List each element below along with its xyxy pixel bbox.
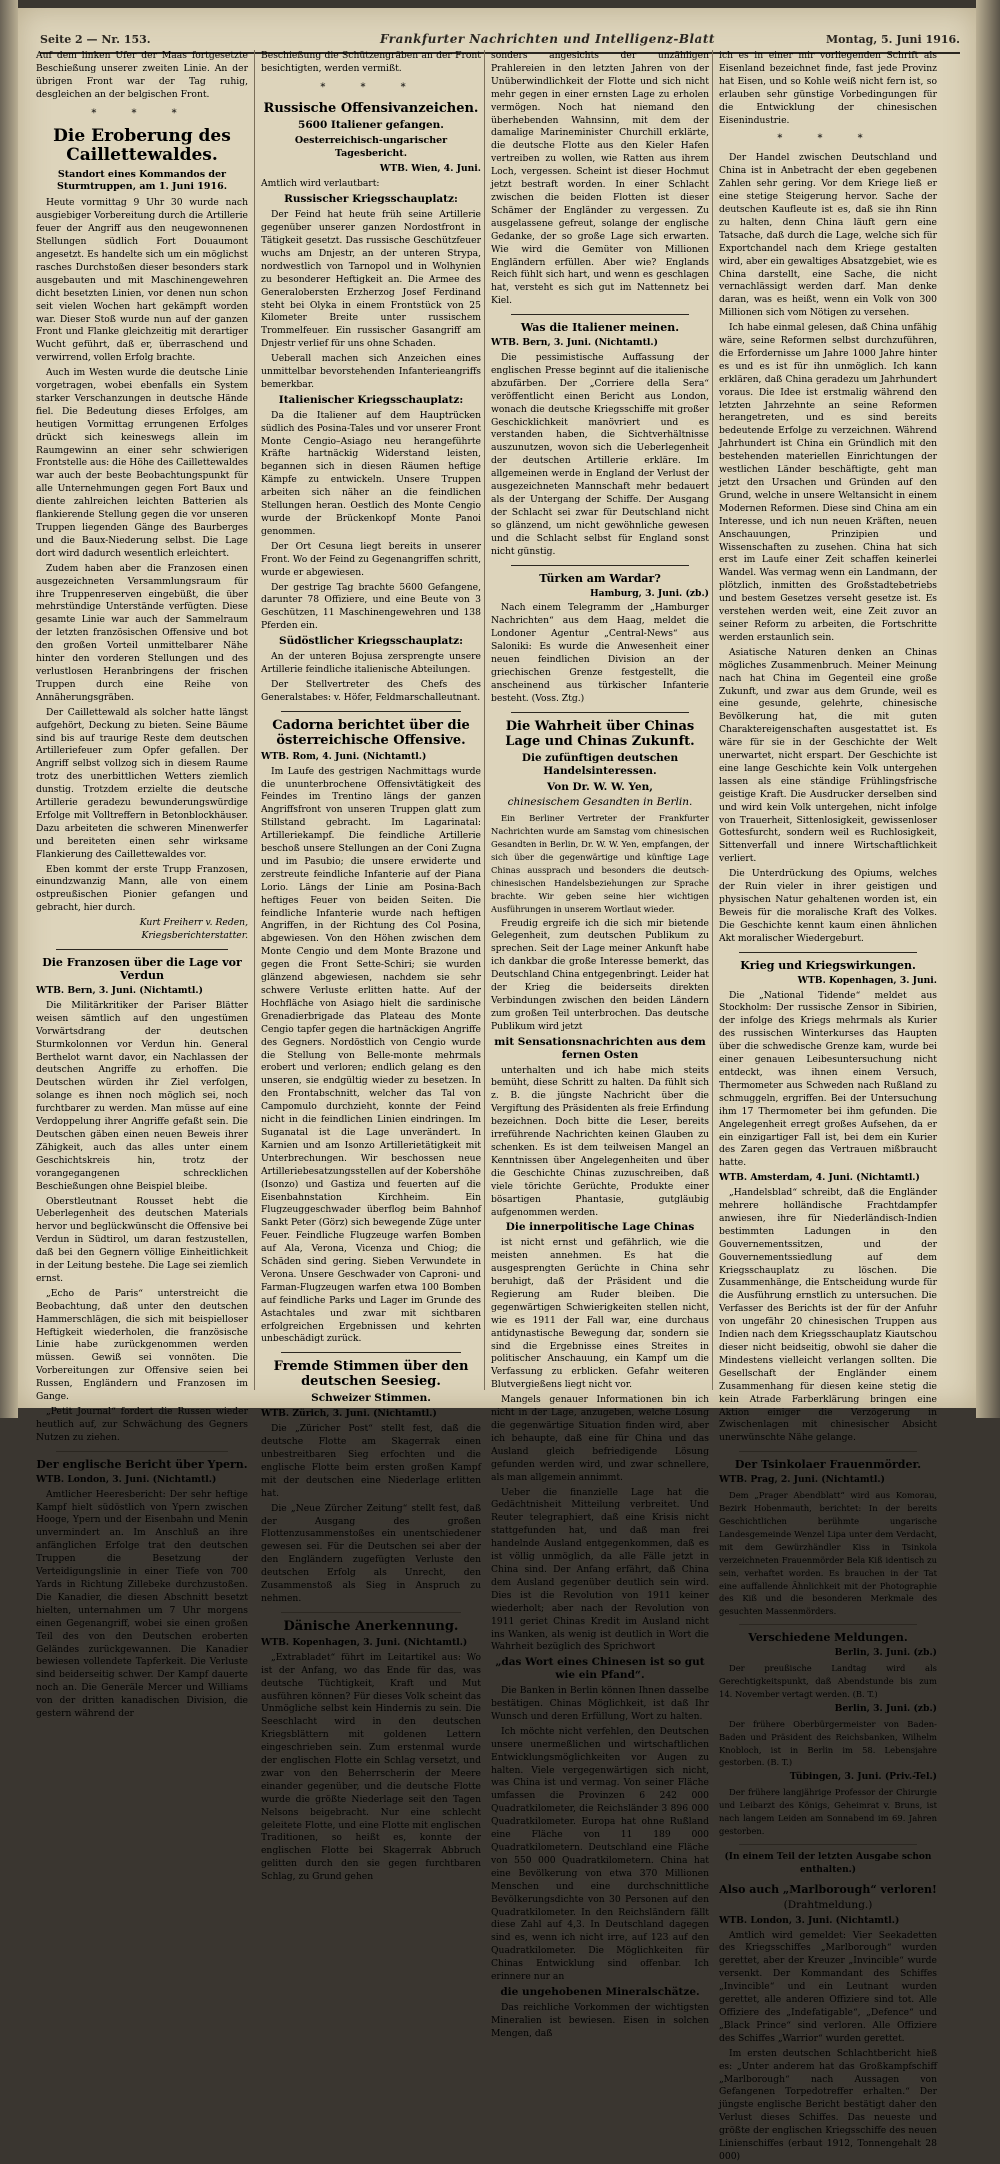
intro-text: Auf dem linken Ufer der Maas fortgesetzte Beschießung unserer zweiten Linie. An der übrigen Front war der Tag ruhig, desgleichen an der belgischen Front. [36, 50, 248, 100]
dateline: WTB. London, 3. Juni. (Nichtamtl.) [36, 1473, 217, 1485]
paragraph: Zudem haben aber die Franzosen einen ausgezeichneten Versammlungsraum für ihre Truppenreserven eingebüßt, die über mehrstündige Unterstände verfügten. Diese gesamte Linie war auch der Sammelraum der letzten französischen Offensive und bot den großen Vorteil unmittelbarer Nähe hinter den vorderen Stellungen und des verlustlosen Heranbringens der frischen Truppen durch eine Reihe von Annäherungsgräben. [36, 562, 248, 703]
dateline: WTB. Rom, 4. Juni. (Nichtamtl.) [261, 750, 427, 762]
section-heading: die ungehobenen Mineralschätze. [500, 1985, 700, 1998]
paragraph: Die Unterdrückung des Opiums, welches der Ruin vieler in ihrer geistigen und physischen Natur gehaltenen worden ist, ein Beweis für die moralische Kraft des Volkes. Die Geschichte kennt kaum einen ähnlichen Akt moralischer Wiedergeburt. [719, 868, 937, 944]
section-heading: Die innerpolitische Lage Chinas [505, 1221, 695, 1234]
divider [739, 1624, 917, 1625]
paragraph: Ueber die finanzielle Lage hat die Gedächtnisheit Mitteilung verbreitet. Und Reuter telegraphiert, daß eine Krisis nicht stattgefunden hat, und daß man frei handelnde Ausland entgegenkommen, daß es ist völlig unmöglich, da alle Fälle jetzt in China sind. Der Anfang erfährt, daß China dem Ausland gegenüber deutlich sein wird. Dies ist die Revolution von 1911 keiner wiederholt; aber nach der Revolution von 1911 geriet Chinas Kredit im Ausland nicht ins Wanken, als wenig ist deutlich in Wort die Wahrheit bezüglich des Sprichwort [491, 1486, 709, 1653]
paragraph: „Extrabladet“ führt im Leitartikel aus: Wo ist der Anfang, wo das Ende für das, was deutsche Tüchtigkeit, Kraft und Mut ausführen können? Für dieses Volk scheint das Unmögliche selbst kein Hindernis zu sein. Die Seeschlacht wird in den deutschen Kriegsblättern mit goldenen Lettern eingeschrieben sein. Zum erstenmal wurde der englischen Flotte ein Schlag versetzt, und zwar von den Beherrscherin der Meere einander gegenüber, und die deutsche Flotte wurde die größte Niederlage seit den Tagen Nelsons beigebracht. Nur eine schlecht geleitete Flotte, und eine Flotte mit englischen Traditionen, so heißt es, konnte der englischen Flotte bei Skagerrak Abbruch gelitten durch den sie gegen furchtbaren Schlag, zu Grund gehen [261, 1651, 481, 1883]
paragraph: Der Handel zwischen Deutschland und China ist in Anbetracht der eben gegebenen Zahlen sehr gering. Vor dem Kriege ließ er eine stetige Steigerung hervor. Sache der deutschen Kaufleute ist es, daß sie ihn Rinn zu halten, denn China läuft gern eine Tatsache, daß durch die Lage, welche sich für Exportchandel nach dem Kriege gestalten wird, aber ein gewaltiges Absatzgebiet, wie es China darstellt, eine Sache, die nicht vernachlässigt werden darf. Man denke daran, was es heißt, wenn ein Volk von 300 Millionen sich vom Nötigen zu versehen. [719, 152, 937, 319]
dateline: WTB. Kopenhagen, 3. Juni. [797, 974, 937, 986]
paragraph: Eben kommt der erste Trupp Franzosen, einundzwanzig Mann, alle von einem ostpreußischen Pionier gefangen und gebracht, hier durch. [36, 863, 248, 914]
paragraph: Ueberall machen sich Anzeichen eines unmittelbar bevorstehenden Infanterieangriffs bemerkbar. [261, 353, 481, 390]
paragraph: An der unteren Bojusa zersprengte unsere Artillerie feindliche italienische Abteilungen. [261, 651, 481, 675]
article-title: Die Eroberung des Caillettewaldes. [53, 125, 231, 165]
paragraph: Amtlich wird gemeldet: Vier Seekadetten des Kriegsschiffes „Marlborough“ wurden gerettet, aber der Kreuzer „Invincible“ wurde versenkt. Der Kommandant des Schiffes „Invincible“ und ein Leutnant wurden gerettet, alle anderen Offiziere sind tot. Alle Offiziere des „Indefatigable“, „Defence“ und „Black Prince“ sind verloren. Alle Offiziere des Schiffes „Warrior“ wurden gerettet. [719, 1929, 937, 2044]
byline: Von Dr. W. W. Yen, [547, 780, 653, 793]
byline-role: chinesischem Gesandten in Berlin. [507, 796, 693, 809]
paragraph: Der frühere langjährige Professor der Chirurgie und Leibarzt des Königs, Geheimrat v. Bruns, ist nach langem Leiden am Sonnabend im 69. Jahren gestorben. [719, 1787, 937, 1836]
divider [511, 314, 689, 315]
paragraph: Die pessimistische Auffassung der englischen Presse beginnt auf die italienische abzufärben. Der „Corriere della Sera“ veröffentlicht einen Bericht aus London, wonach die deutsche Kriegsschiffe mit großer Geschicklichkeit manövriert und es verstanden haben, die Sichtverhältnisse auszunutzen, wovon sich die Ueberlegenheit der deutschen Artillerie erkläre. Im allgemeinen werde in England der Verlust der ausgezeichneten Mannschaft mehr bedauert als der Untergang der Schiffe. Der Ausgang der Schlacht sei zwar für Deutschland nicht so glänzend, um nicht gewöhnliche gewesen und die Schlacht selbst für England sonst nicht günstig. [491, 352, 709, 557]
paragraph: Die Banken in Berlin können Ihnen dasselbe bestätigen. Chinas Möglichkeit, ist daß Ihr Wunsch und deren Erfüllung, Wort zu halten. [491, 1685, 709, 1722]
author-role: Kriegsberichterstatter. [141, 930, 248, 942]
dateline: WTB. Amsterdam, 4. Juni. (Nichtamtl.) [719, 1172, 920, 1184]
separator-stars: * * * [91, 107, 193, 119]
paragraph: sonders angesichts der unzähligen Prahlereien in den letzten Jahren von der Unüberwindlichkeit der Flotte und sich nicht mehr gegen in einer ernsten Lage zu erholen vermögen. Noch hat niemand den überhebenden Wahnsinn, mit dem der damalige Marineminister Churchill erklärte, die deutsche Flotte aus den Kieler Hafen vertreiben zu wollen, wie Ratten aus ihrem Loch, vergessen. Scheint ist dieser Hochmut jetzt bestraft worden. In einer Schlacht zwischen die beiden Flotten ist dieser Schämer der Engländer zu vergessen. Zu ausgelassene gefreut, solange der englische Gedanke, der so große Lage sich erwarten. Wie wird die Gemüter von Millionen Engländern erfüllen. Aber wie? Englands Reich fühlt sich hart, und wenn es geschlagen hat, versteht es sich gut im Nattennetz bei Kiel. [491, 50, 709, 307]
lead-paragraph: Ein Berliner Vertreter der Frankfurter Nachrichten wurde am Samstag vom chinesischen Gesandten in Berlin, Dr. W. W. Yen, empfangen, der sich über die gegenwärtige und künftige Lage Chinas aussprach und besonders die deutsch-chinesischen Handelsbeziehungen zur Sprache brachte. Wir geben seine hier wichtigen Ausführungen in unserem Wortlaut wieder. [491, 813, 709, 914]
divider [281, 1612, 461, 1613]
article-subtitle: Oesterreichisch-ungarischer Tagesbericht. [294, 134, 448, 159]
paragraph: Mangels genauer Informationen bin ich nicht in der Lage, anzugeben, welche Lösung die gegenwärtige Situation finden wird, aber ich behaupte, daß eine für China und das Ausland gleich befriedigende Lösung gefunden werden wird, und zwar schnellere, als man allgemein annimmt. [491, 1394, 709, 1483]
section-heading: Russischer Kriegsschauplatz: [284, 193, 458, 206]
paragraph: Die „Neue Zürcher Zeitung“ stellt fest, daß der Ausgang des großen Flottenzusammenstoßes ein unentschiedener gewesen sei. Für die Deutschen sei aber der den Engländern zugefügten Verluste den deutschen Erfolg als Unrecht, den Zusammenstoß als Sieg in Anspruch zu nehmen. [261, 1502, 481, 1604]
dateline: WTB. Prag, 2. Juni. (Nichtamtl.) [719, 1474, 885, 1486]
dateline: WTB. Bern, 3. Juni. (Nichtamtl.) [491, 337, 658, 349]
paragraph: Die „National Tidende“ meldet aus Stockholm: Der russische Zensor in Sibirien, der infolge des Kriegs mehrmals als Kurier des russischen Winterkurses das Haupten über die schwedische Grenze kam, wurde bei einer genauen Leibesuntersuchung nicht entdeckt, was ihnen einem Versuch, Thermometer aus Schweden nach Rußland zu schmuggeln, ergriffen. Bei der Untersuchung ihm 17 Thermometer bei ihm gefunden. Die Angelegenheit erregt großes Aufsehen, da er ein einzigartiger Fall ist, bei dem ein Kurier des Zaren gegen das Vertrauen mißbraucht hatte. [719, 989, 937, 1169]
paragraph: Der Caillettewald als solcher hatte längst aufgehört, Deckung zu bieten. Seine Bäume sind bis auf traurige Reste dem deutschen Artilleriefeuer zum Opfer gefallen. Der Angriff selbst vollzog sich in diesem Raume trotz des unerbittlichen Wetters ziemlich dunstig. Trotzdem erzielte die deutsche Artillerie geradezu bewunderungswürdige Erfolge mit Volltreffern in Betonblockhäuser. Dazu arbeiteten die schweren Minenwerfer und bereiteten einen sehr wirksame Flankierung des Caillettewaldes vor. [36, 706, 248, 860]
dateline: WTB. Zürich, 3. Juni. (Nichtamtl.) [261, 1408, 437, 1420]
separator-stars: * * * [320, 81, 422, 93]
paragraph: ist nicht ernst und gefährlich, wie die meisten annehmen. Es hat die ausgesprengten Gerüchte in China sehr beruhigt, daß der Präsident und die Regierung am Ruder bleiben. Die gegenwärtigen Schwierigkeiten stellen nicht, wie es 1911 der Fall war, eine durchaus antidynastische Bewegung dar, sondern sie sind die Ergebnisse eines Streites in politischer Anschauung, ein Kampf um die Verfassung zu erblicken. Gefahr weiteren Blutvergießens liegt nicht vor. [491, 1237, 709, 1391]
section-heading: Südöstlicher Kriegsschauplatz: [279, 635, 463, 648]
dateline: WTB. Bern, 3. Juni. (Nichtamtl.) [36, 985, 203, 996]
paragraph: Die Militärkritiker der Pariser Blätter weisen sämtlich auf den ungestümen Vorwärtsdrang der deutschen Sturmkolonnen vor Verdun hin. General Berthelot warnt davor, ein Nachlassen der deutschen Angriffe zu erhoffen. Die Deutschen würden ihr Ziel verfolgen, solange es ihnen noch möglich sei, noch furchtbarer zu werden. Man müsse auf eine Verdoppelung ihrer Angriffe gefaßt sein. Die Deutschen gäben einen neuen Beweis ihrer Zähigkeit, auch das alles unter einem Geschichtskreis hin, trotz der vorangegangenen schrecklichen Beschießungen ohne Beispiel bleibe. [36, 999, 248, 1192]
paragraph: „Petit Journal“ fordert die Russen wieder heutlich auf, zur Schwächung des Gegners Nutzen zu ziehen. [36, 1406, 248, 1443]
paragraph: „Echo de Paris“ unterstreicht die Beobachtung, daß unter den deutschen Hammerschlägen, die sich mit beispielloser Heftigkeit wiederholen, die französische Linie habe zurückgenommen werden müssen. Gewiß sei vonnöten. Die Vorbereitungen zur Offensive seien bei Russen, Engländern und Franzosen im Gange. [36, 1287, 248, 1403]
article-title: Also auch „Marlborough“ verloren! [719, 1882, 937, 1896]
paragraph: unterhalten und ich habe mich steits bemüht, diese Schritt zu halten. Da fühlt sich z. B. die jüngste Nachricht über die Vergiftung des Präsidenten als freie Erfindung bezeichnen. Doch bitte die Leser, bereits irreführende Nachrichten keinen Glauben zu schenken. Es ist dem teilweisen Mangel an Kenntnissen über Angelegenheiten und über die Geschichte Chinas zuzuschreiben, daß viele törichte Gerüchte, Produkte einer bösartigen Phantasie, gutgläubig aufgenommen werden. [491, 1064, 709, 1218]
paragraph: Ich möchte nicht verfehlen, den Deutschen unsere unermeßlichen und wirtschaftlichen Entwicklungsmöglichkeiten vor Augen zu halten. Viele vergegenwärtigen sich nicht, was China ist und vermag. Von seiner Fläche umfassen die Provinzen 6 242 000 Quadratkilometer, die Reichsländer 3 896 000 Quadratkilometer. Europa hat ohne Rußland eine Fläche von 11 189 000 Quadratkilometern. Deutschland eine Fläche von 550 000 Quadratkilometern. China hat eine Bevölkerung von etwa 370 Millionen Menschen und eine durchschnittliche Bevölkerungsdichte von 30 Personen auf den Quadratkilometer. In den Reichsländern fällt diese Zahl auf 4,3. In Deutschland dagegen sind es, wenn ich nicht irre, auf 123 auf den Quadratkilometer. Die Möglichkeiten für Chinas Entwicklung sind offenbar. Ich erinnere nur an [491, 1725, 709, 1983]
article-title: Fremde Stimmen über den deutschen Seesieg. [273, 1359, 469, 1390]
paragraph: Im Laufe des gestrigen Nachmittags wurde die ununterbrochene Offensivtätigkeit des Feindes im Trentino längs der ganzen Angriffsfront von unseren Truppen glatt zum Stillstand gebracht. Im Lagarinatal: Artilleriekampf. Die feindliche Artillerie beschoß unsere Stellungen an der Coni Zugna und im Pasubio; die unsere erwiderte und zerstreute feindliche Infanterie auf der Piana Lorio. Längs der Linie am Posina-Bach heftiges Feuer von beiden Seiten. Die feindliche Infanterie wurde nach heftigen Angriffen, in der Richtung des Col Posina, abgewiesen. Von den Höhen zwischen dem Monte Cengio und dem Monte Brazone und gegen die Front Sette-Schiri; sie wurden glänzend abgewiesen, nachdem sie sehr schwere Verluste erlitten hatte. Auf der Hochfläche von Asiago hielt die sardinische Grenadierbrigade das Plateau des Monte Cengio tapfer gegen die hartnäckigen Angriffe des Gegners. Nordöstlich von Cengio wurde die Stellung von Belle-monte mehrmals erobert und verloren; endlich gelang es den unseren, sie endgültig wieder zu besetzen. In den Frontabschnitt, welcher das Tal von Campomulo durchzieht, konnte der Feind nicht in die feindlichen Linien eindringen. Im Suganatal ist die Lage unverändert. In Karnien und am Isonzo Artillerietätigkeit mit Unterbrechungen. Wir beschossen neue Artilleriebesatzungsstellen auf der Kobershöhe (Isonzo) und Gastiza und feuerten auf die Eisenbahnstation Kirchheim. Ein Flugzeuggeschwader überflog beim Bahnhof Sankt Peter (Görz) sich bewegende Züge unter Feuer. Feindliche Flugzeuge warfen Bomben auf Ala, Verona, Vicenza und Chiog; die Schäden sind gering. Sieben Verwundete in Verona. Unsere Geschwader von Caproni- und Farman-Flugzeugen warfen etwa 100 Bomben auf feindliche Parks und Lager im Grunde des Astachtales und zwar mit sichtbaren erfolgreichen Ergebnissen und kehrten unbeschädigt zurück. [261, 765, 481, 1345]
signature: Der Stellvertreter des Chefs des Generalstabes: v. Höfer, Feldmarschalleutnant. [261, 678, 481, 703]
divider [281, 1352, 461, 1353]
paragraph: Das reichliche Vorkommen der wichtigsten Mineralien ist bewiesen. Eisen in solchen Mengen, daß [491, 2001, 709, 2039]
divider [739, 1844, 917, 1845]
article-title: Cadorna berichtet über die österreichische Offensive. [272, 717, 470, 748]
paragraph: Beschießung die Schützengräben an der Front besichtigten, werden vermißt. [261, 50, 481, 74]
paragraph: ich es in einer mir vorliegenden Schrift als Eisenland bezeichnet finde, fast jede Provinz hat Eisen, und so Kohle weiß nicht fern ist, so erlauben sehr günstige Vorbedingungen für die Entwicklung der chinesischen Eisenindustrie. [719, 50, 937, 126]
article-subtitle: Schweizer Stimmen. [311, 1392, 431, 1405]
page-edge-left [0, 0, 18, 1418]
paragraph: „Handelsblad“ schreibt, daß die Engländer mehrere holländische Frachtdampfer anwiesen, ihre für Niederländisch-Indien bestimmten Ladungen in den Gouvernementssitzen, und der Gouvernementssiedlung auf dem Kriegsschauplatz zu löschen. Die Zusammenhänge, die Entscheidung wurde für die Ausführung ernstlich zu untersuchen. Die Verfasser des Berichts ist der für der Anfuhr von ungefähr 20 chinesischen Truppen aus Indien nach dem Kriegsschauplatz Kiautschou dieser nicht beidseitig, obwohl sie daher die Mindestens vielleicht verlangen sollten. Die Gesellschaft der Engländer einem Zusammenhang für diesen keine stetig die kein Atrade Farberklärung bringen eine Aktion einiger die Verzögerung in Zwischenlagen mit chinesischer Absicht unerwünschte Nähe gelange. [719, 1187, 937, 1444]
column-3 [484, 50, 709, 2039]
paragraph: Nach einem Telegramm der „Hamburger Nachrichten“ aus dem Haag, meldet die Londoner Agentur „Central-News“ aus Saloniki: Es wurde die Anwesenheit einer neuen feindlichen Division an der griechischen Grenze festgestellt, die anscheinend aus türkischer Infanterie besteht. (Voss. Ztg.) [491, 602, 709, 704]
paragraph: Der gestrige Tag brachte 5600 Gefangene, darunter 78 Offiziere, und eine Beute von 3 Geschützen, 11 Maschinengewehren und 138 Pferden ein. [261, 581, 481, 632]
dateline: Tübingen, 3. Juni. (Priv.-Tel.) [789, 1771, 937, 1783]
article-subtitle: Die zufünftigen deutschen Handelsinteressen. [521, 751, 679, 777]
dateline: Hamburg, 3. Juni. (zb.) [589, 587, 709, 599]
paragraph: Heute vormittag 9 Uhr 30 wurde nach ausgiebiger Vorbereitung durch die Artillerie feuer der Angriff aus den neugewonnenen Stellungen südlich Fort Douaumont angesetzt. Es handelte sich um ein möglichst rasches Durchstoßen dieser besonders stark ausgebauten und mit Maschinengewehren dicht besetzten Linien, vor denen nun schon seit vielen Wochen hart gekämpft worden war. Dieser Stoß wurde nun auf der ganzen Front und Flanke gleichzeitig mit derartiger Wucht geführt, daß er, überraschend und verwirrend, vollen Erfolg brachte. [36, 197, 248, 364]
divider [56, 1451, 228, 1452]
paragraph: Dem „Prager Abendblatt“ wird aus Komorau, Bezirk Hobenmauth, berichtet: In der bereits Geschichtlichen berühmte ungarische Landesgemeinde Wenzel Lipa unter dem Verdacht, mit dem Gewürzhändler Kiss in Tsinkola verzeichneten Frauenmörder Bela Kiß identisch zu sein, verhaftet worden. Es brauchen in der Tat eine auffallende Ähnlichkeit mit der Photographie des Kiß und die besonderen Merkmale des gesuchten Massenmörders. [719, 1490, 937, 1617]
article-subtitle: Standort eines Kommandos der Sturmtruppen, am 1. Juni 1916. [56, 168, 228, 193]
divider [511, 565, 689, 566]
paragraph: Amtlich wird verlautbart: [261, 178, 380, 190]
column-1 [36, 50, 248, 1720]
article-title: Die Franzosen über die Lage vor Verdun [42, 956, 242, 982]
paragraph: Asiatische Naturen denken an Chinas mögliches Zusammenbruch. Meiner Meinung nach hat China im Gegenteil eine große Zukunft, und zwar aus dem Grunde, weil es eine gesunde, gelehrte, chinesische Bevölkerung hat, die mit guten Charaktereigenschaften ausgestattet ist. Es wäre für sie in der Geschichte der Welt unerwartet, nicht erspart. Der Geschichte ist eine lange Geschichte kein Volk untergehen lassen als eine ständige Frühlingsfrische geistige Kraft. Die Ausdrucker derselben sind und wird kein Volk untergehen, nicht infolge von Trauerheit, Sittenlosigkeit, gewissenloser Gottesfurcht, sondern weil es Ruchlosigkeit, Sittenverfall und innere Wirtschaftlichkeit verliert. [719, 646, 937, 865]
dateline: Berlin, 3. Juni. (zb.) [834, 1702, 937, 1714]
article-title: Russische Offensivanzeichen. [263, 100, 479, 116]
divider [56, 949, 228, 950]
section-heading: mit Sensationsnachrichten aus dem fernen Osten [494, 1035, 706, 1061]
paragraph: Der Ort Cesuna liegt bereits in unserer Front. Wo der Feind zu Gegenangriffen schritt, wurde er abgewiesen. [261, 540, 481, 578]
dateline: WTB. London, 3. Juni. (Nichtamtl.) [719, 1914, 900, 1926]
divider [511, 712, 689, 713]
article-title: Der Tsinkolaer Frauenmörder. [734, 1458, 922, 1472]
separator-stars: * * * [777, 133, 879, 145]
paragraph: Der preußische Landtag wird als Gerechtigkeitspunkt, daß Abendstunde bis zum 14. November vertagt werden. (B. T.) [719, 1663, 937, 1699]
header-masthead: Frankfurter Nachrichten und Intelligenz-Blatt [380, 32, 715, 46]
dateline: WTB. Wien, 4. Juni. [379, 163, 481, 175]
header-page-number: Seite 2 — Nr. 153. [40, 33, 151, 46]
dateline: WTB. Kopenhagen, 3. Juni. (Nichtamtl.) [261, 1636, 468, 1648]
divider [739, 952, 917, 953]
column-2 [254, 50, 481, 1883]
paragraph: Der frühere Oberbürgermeister von Baden-Baden und Präsident des Reichsbanken, Wilhelm Knobloch, ist in Berlin im 58. Lebensjahre gestorben. (B. T.) [719, 1718, 937, 1768]
article-title: Krieg und Kriegswirkungen. [740, 958, 916, 972]
column-4 [712, 50, 937, 2162]
header-date: Montag, 5. Juni 1916. [825, 33, 960, 46]
paragraph: Ich habe einmal gelesen, daß China unfähig wäre, seine Reformen selbst durchzuführen, die Erfordernisse um Jahre 1000 Jahre hinter es und es ist für ihn unmöglich. Ich kann erklären, daß China geradezu um Jahrhundert voraus. Die Idee ist erstmalig während den letzten Jahrzehnte an seine Reformen herangetreten, und es sind bereits bedeutende Erfolge zu verzeichnen. Während Jahrhundert ist China ein Gründlich mit den bestehenden materiellen Einrichtungen der westlichen Länder beschäftigte, geht man jetzt den Ursachen und Gründen auf den Grund, welche in unsere Weltansicht in einem Modernen Reformen. Diese sind China am ein Interesse, und ich nun neuen Kräften, neuen Anschauungen, Prinzipien und Wissenschaften zu zusehen. China hat sich erst im Laufe einer Zeit schaffen keinerlei Wandel. Was vermag wenn ein Landmann, der plötzlich, inmitten des Großstadtebetriebs und bestem Gesetzes verseht gesetze ist. Es verstehen werden weit, eine Zeit zuvor an seiner Reform zu arbeiten, die Fortschritte werden erstaunlich sein. [719, 322, 937, 643]
divider [739, 1451, 917, 1452]
paragraph: Auch im Westen wurde die deutsche Linie vorgetragen, wobei ebenfalls ein System starker Verschanzungen in deutsche Hände fiel. Die Bedeutung dieses Erfolges, am heutigen Vormittag errungenen Erfolges drückt sich keineswegs allein im Raumgewinn an einer sehr schwierigen Frontstelle aus: die Höhe des Caillettewaldes war auch der beste Beobachtungspunkt für alle Unternehmungen gegen Fort Baux und diente zahlreichen leichten Batterien als flankierende Stellung gegen die vor unseren Truppen liegenden Gänge des Baurberges und die Baux-Niederung selbst. Die Lage dort wird dadurch wesentlich erleichtert. [36, 367, 248, 559]
paragraph: Freudig ergreife ich die sich mir bietende Gelegenheit, zum deutschen Publikum zu sprechen. Seit der Lage meiner Ankunft habe ich dankbar die große Interesse bemerkt, das Deutschland China entgegenbringt. Leider hat der Krieg die beiderseits direkten Verbindungen zwischen den beiden Ländern zum großen Teil unterbrochen. Das deutsche Publikum wird jetzt [491, 917, 709, 1032]
page-edge-right [976, 0, 1000, 1418]
article-title: Der englische Bericht über Ypern. [36, 1457, 248, 1471]
dateline: Berlin, 3. Juni. (zb.) [834, 1647, 937, 1659]
paragraph: Oberstleutnant Rousset hebt die Ueberlegenheit des deutschen Materials hervor und beglückwünscht die Offensive bei Verdun in Südtirol, um daran festzustellen, daß bei den Gegnern völlige Einheitlichkeit in der Leitung bestehe. Die Lage sei ziemlich ernst. [36, 1195, 248, 1284]
author-signature: Kurt Freiherr v. Reden, [139, 917, 248, 929]
quote-heading: „das Wort eines Chinesen ist so gut wie ein Pfand“. [495, 1656, 705, 1682]
paragraph: Amtlicher Heeresbericht: Der sehr heftige Kampf hielt südöstlich von Ypern zwischen Hooge, Ypern und der Eisenbahn und Menin unvermindert an. Im Anschluß an ihre anfänglichen Erfolge trat den deutschen Truppen die Besetzung der Verteidigungslinie in einer Tiefe von 700 Yards in Richtung Zillebeke durchzustoßen. Die Kanadier, die diesen Abschnitt besetzt hielten, unternahmen um 7 Uhr morgens einen Gegenangriff, wobei sie einen großen Teil des von den Deutschen eroberten Geländes zurückgewannen. Die Kanadier bewiesen vollendete Tapferkeit. Die Verluste sind beiderseitig schwer. Der Kampf dauerte noch an. Die Generäle Mercer und Williams von der dritten kanadischen Division, die gestern während der [36, 1488, 248, 1720]
paragraph: Da die Italiener auf dem Hauptrücken südlich des Posina-Tales und vor unserer Front Monte Cengio–Asiago neu herangeführte Kräfte hartnäckig Widerstand leisten, begannen sich in diesen Räumen heftige Kämpfe zu entwickeln. Unsere Truppen arbeiten sich näher an die feindlichen Stellungen heran. Oestlich des Monte Cengio wurde der Brückenkopf Monte Panoi genommen. [261, 409, 481, 537]
article-title: Türken am Wardar? [539, 571, 661, 585]
article-title: Die Wahrheit über Chinas Lage und Chinas Zukunft. [505, 718, 695, 749]
article-title: Verschiedene Meldungen. [748, 1631, 908, 1645]
section-heading: Italienischer Kriegsschauplatz: [278, 393, 464, 406]
edition-note: (In einem Teil der letzten Ausgabe schon enthalten.) [724, 1851, 932, 1875]
article-title: Dänische Anerkennung. [283, 1618, 459, 1634]
paragraph: Der Feind hat heute früh seine Artillerie gegenüber unserer ganzen Nordostfront in Tätigkeit gesetzt. Das russische Geschützfeuer wuchs am Dnjestr, an der unteren Strypa, nordwestlich von Tarnopol und in Wolhynien zu besonderer Heftigkeit an. Die Armee des Generalobersten Erzherzog Josef Ferdinand steht bei Olyka in einem Frontstück von 25 Kilometer Breite unter russischem Trommelfeuer. Ein russischer Gasangriff am Dnjestr verlief für uns ohne Schaden. [261, 209, 481, 350]
article-title: Was die Italiener meinen. [520, 321, 680, 335]
article-subtitle: (Drahtmeldung.) [783, 1898, 873, 1911]
paragraph: Die „Züricher Post“ stellt fest, daß die deutsche Flotte am Skagerrak einen unbestreitbaren Sieg erfochten und die englische Flotte beim ersten großen Kampf mit der deutschen eine Niederlage erlitten hat. [261, 1423, 481, 1499]
paragraph: Im ersten deutschen Schlachtbericht hieß es: „Unter anderem hat das Großkampfschiff „Marlborough“ nach Aussagen von Gefangenen Torpedotreffer erhalten.“ Der jüngste englische Bericht bestätigt daher den Verlust dieses Schiffes. Das neueste und größte der englischen Kriegsschiffe des neuen Linienschiffes (erbaut 1912, Tonnengehalt 28 000) [719, 2047, 937, 2162]
article-subtitle: 5600 Italiener gefangen. [298, 118, 444, 131]
divider [281, 711, 461, 712]
